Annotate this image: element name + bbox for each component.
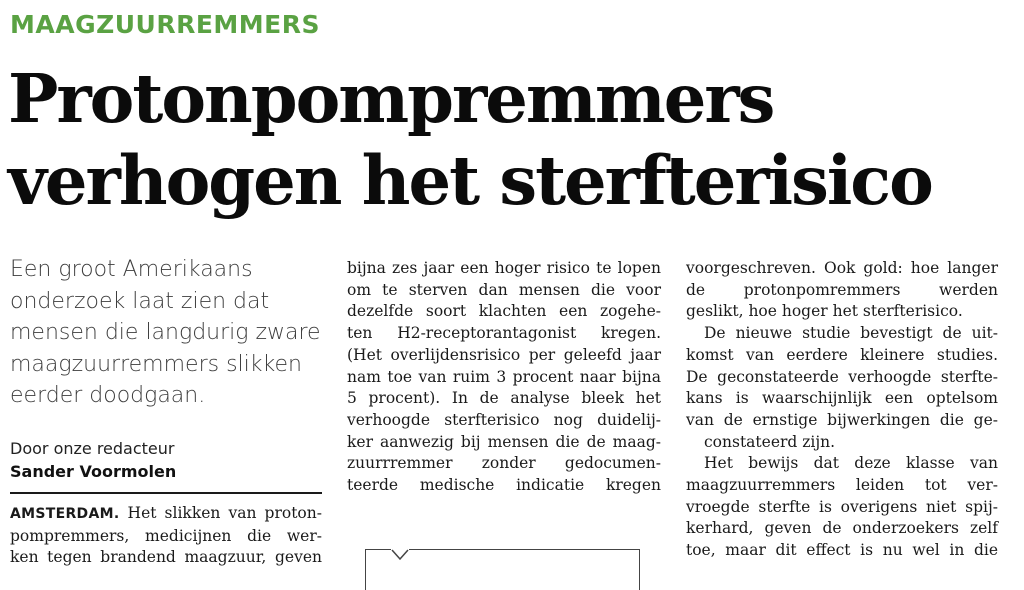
body-line: De nieuwe studie bevestigt de uit- bbox=[704, 324, 998, 343]
body-line: verhoogde sterfterisico nog duidelij- bbox=[347, 410, 661, 429]
body-line: voorgeschreven. Ook gold: hoe langer bbox=[686, 259, 998, 277]
byline-divider bbox=[10, 492, 322, 494]
body-line: de protonpomremmers werden bbox=[686, 280, 998, 299]
body-line: bijna zes jaar een hoger risico te lopen bbox=[347, 259, 661, 277]
headline bbox=[8, 58, 1008, 222]
intro-line: Een groot Amerikaans bbox=[10, 257, 253, 282]
body-line: om te sterven dan mensen die voor bbox=[347, 280, 661, 299]
body-line: pompremmers, medicijnen die wer- bbox=[10, 526, 322, 545]
body-line: zuurrremmer zonder gedocumen- bbox=[347, 454, 661, 473]
article-column-2 bbox=[347, 258, 661, 497]
section-kicker: MAAGZUURREMMERS bbox=[10, 10, 320, 39]
body-line: ten H2-receptorantagonist kregen. bbox=[347, 324, 661, 343]
body-line: geslikt, hoe hoger het sterfterisico. bbox=[686, 302, 963, 321]
body-line: komst van eerdere kleinere studies. bbox=[686, 345, 998, 364]
headline-line-1: Protonpompremmers bbox=[8, 59, 774, 138]
article-column-1 bbox=[10, 503, 322, 569]
body-line: kans is waarschijnlijk een optelsom bbox=[686, 389, 998, 408]
intro-line: maagzuurremmers slikken bbox=[10, 351, 302, 377]
headline-line-2: verhogen het sterfterisico bbox=[8, 141, 932, 220]
body-line: teerde medische indicatie kregen bbox=[347, 476, 661, 495]
intro-line: eerder doodgaan. bbox=[10, 383, 206, 408]
body-line: ken tegen brandend maagzuur, geven bbox=[10, 548, 322, 567]
dateline: AMSTERDAM. bbox=[10, 506, 120, 522]
quote-box-notch bbox=[391, 549, 409, 567]
intro-line: mensen die langdurig zware bbox=[10, 320, 321, 345]
article-column-3 bbox=[686, 258, 998, 562]
byline-label: Door onze redacteur bbox=[10, 439, 175, 458]
body-line: constateerd zijn. bbox=[704, 432, 836, 451]
body-line: van de ernstige bijwerkingen die ge- bbox=[686, 410, 998, 429]
body-line: maagzuurremmers leiden tot ver- bbox=[686, 476, 998, 495]
body-line: 5 procent). In de analyse bleek het bbox=[347, 389, 661, 408]
body-line: toe, maar dit effect is nu wel in die bbox=[686, 541, 998, 560]
body-line: Het bewijs dat deze klasse van bbox=[704, 454, 998, 473]
body-line: kerhard, geven de onderzoekers zelf bbox=[686, 519, 998, 538]
byline-author: Sander Voormolen bbox=[10, 462, 177, 481]
body-line: De geconstateerde verhoogde sterfte- bbox=[686, 367, 998, 386]
body-line: AMSTERDAM. Het slikken van proton- bbox=[10, 504, 322, 522]
intro-lead bbox=[10, 254, 340, 412]
intro-line: onderzoek laat zien dat bbox=[10, 288, 270, 314]
body-line: (Het overlijdensrisico per geleefd jaar bbox=[347, 345, 661, 364]
body-line: dezelfde soort klachten een zogehe- bbox=[347, 302, 661, 321]
body-line: nam toe van ruim 3 procent naar bijna bbox=[347, 367, 661, 386]
body-line: ker aanwezig bij mensen die de maag- bbox=[347, 432, 661, 451]
body-line: vroegde sterfte is overigens niet spij- bbox=[686, 497, 998, 516]
